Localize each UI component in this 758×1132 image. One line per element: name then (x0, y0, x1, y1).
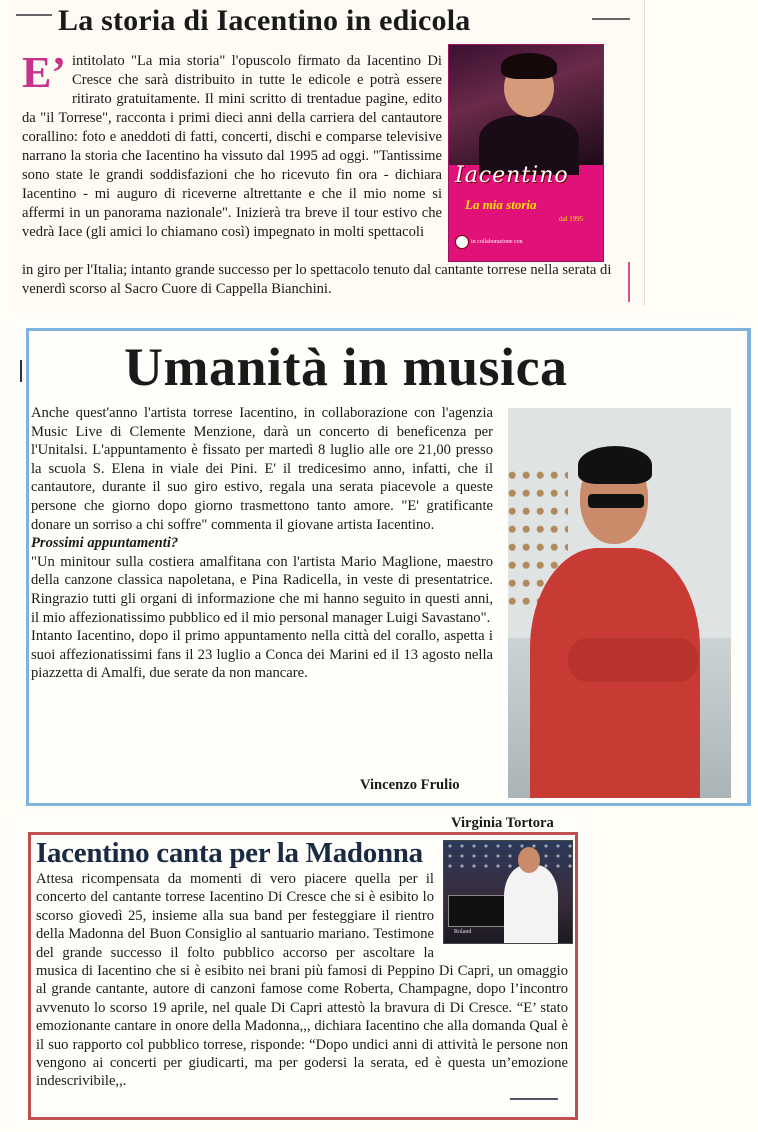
booklet-cover-image (448, 44, 604, 262)
clipping-edge-mark (20, 360, 22, 382)
cover-subtitle: La mia storia (465, 197, 537, 212)
article1-body-text: intitolato "La mia storia" l'opuscolo firmato da Iacentino Di Cresce che sarà distribuito in tutte le edicole e potrà essere ritirato gratuitamente. Il mini scritto di trentadue pagine, edito da "il Torrese", racconta i primi dieci anni della carriera del cantautore corallino: foto e aneddoti di fatti, concerti, dischi e comparse televisive narrano la storia che Iacentino ha vissuto dal 1995 ad oggi. "Tantissime sono state le grandi soddisfazioni che ho ricevuto fin ora - dichiara Iacentino - mi auguro di riceverne altrettante e che il mio nome si affermi in un panorama nazionale". Inizierà tra breve il tour estivo che vedrà Iace (gli amici lo chiamano così) impegnato in molti spettacoli (22, 53, 442, 240)
article3-end-dash (510, 1098, 558, 1100)
clipping-edge-mark (628, 262, 644, 302)
article3-body-text: Attesa ricompensata da momenti di vero piacere quella per il concerto del cantante torrese Iacentino Di Cresce che si è esibito lo scorso giovedì 25, insieme alla sua band per festeggiare il rientro della Madonna del Buon Consiglio al santuario mariano. Testimone del grande successo il folto pubblico accorso per ascoltare la musica di Iacentino che si è esibito nei brani più famosi di Peppino Di Capri, un omaggio al grande cantante, autore di canzoni famose come Roberta, Champagne, dopo l’incontro avvenuto lo scorso 19 aprile, nel quale Di Capri attestò la bravura di Di Cresce. “E’ stato emozionante cantare in onore della Madonna,,, dichiara Iacentino che alla domanda Qual è il suo rapporto col pubblico torrese, risponde: “Dopo undici anni di attività le persone non vengono ai concerti per giudicarti, ma per godersi la serata, ed è questa un’emozione indescrivibile,,. (36, 871, 568, 1090)
article2-paragraph-2: "Un minitour sulla costiera amalfitana con l'artista Mario Maglione, maestro della canzone classica napoletana, e Pina Radicella, in veste di presentatrice. Ringrazio tutti gli organi di informazione che mi hanno seguito in questi anni, il mio affezionatissimo pubblico ed il mio personal manager Luigi Savastano". (31, 553, 493, 626)
article1-dropcap: E’ (22, 48, 66, 97)
article2-paragraph-1: Anche quest'anno l'artista torrese Iacentino, in collaborazione con l'agenzia Music Live di Clemente Menzione, darà un concerto di beneficenza per l'Unitalsi. L'appuntamento è fissato per martedì 8 luglio alle ore 21,00 presso la scuola S. Elena in viale dei Pini. E' il tredicesimo anno, infatti, che il cantautore, durante il suo giro estivo, regala una serata piacevole a queste persone che giorno dopo giorno trasmettono tanto amore. "E' gratificante donare un sorriso a chi soffre" commenta il giovane artista Iacentino. (31, 405, 493, 533)
article1-body-tail: in giro per l'Italia; intanto grande successo per lo spettacolo tenuto dal cantante torrese nella serata di venerdì scorso al Sacro Cuore di Cappella Bianchini. (22, 262, 612, 297)
article3-byline: Virginia Tortora (451, 815, 554, 831)
article2-subheading: Prossimi appuntamenti? (31, 535, 179, 552)
title-dash-left (16, 14, 52, 16)
cover-name: Iacentino (455, 163, 569, 188)
cover-year: dal 1995 (559, 215, 584, 223)
article3-title: Iacentino canta per la Madonna (36, 837, 423, 869)
cover-collab: in collaborazione con (471, 239, 523, 245)
article2-title: Umanità in musica (124, 337, 568, 397)
publisher-logo-icon (455, 235, 469, 249)
keyboard-brand: Roland (454, 929, 472, 935)
title-dash-right (592, 18, 630, 20)
article1-title: La storia di Iacentino in edicola (58, 4, 471, 37)
article2-paragraph-3: Intanto Iacentino, dopo il primo appuntamento nella città del corallo, aspetta i suoi affezionatissimi fans il 23 luglio a Conca dei Marini ed il 13 agosto nella piazzetta di Amalfi, due serate da non mancare. (31, 628, 493, 682)
singer-photo (508, 408, 731, 798)
article3-body (36, 870, 568, 1091)
article1-body (22, 48, 442, 242)
article2-byline: Vincenzo Frulio (360, 777, 460, 793)
article2-body (31, 404, 493, 683)
